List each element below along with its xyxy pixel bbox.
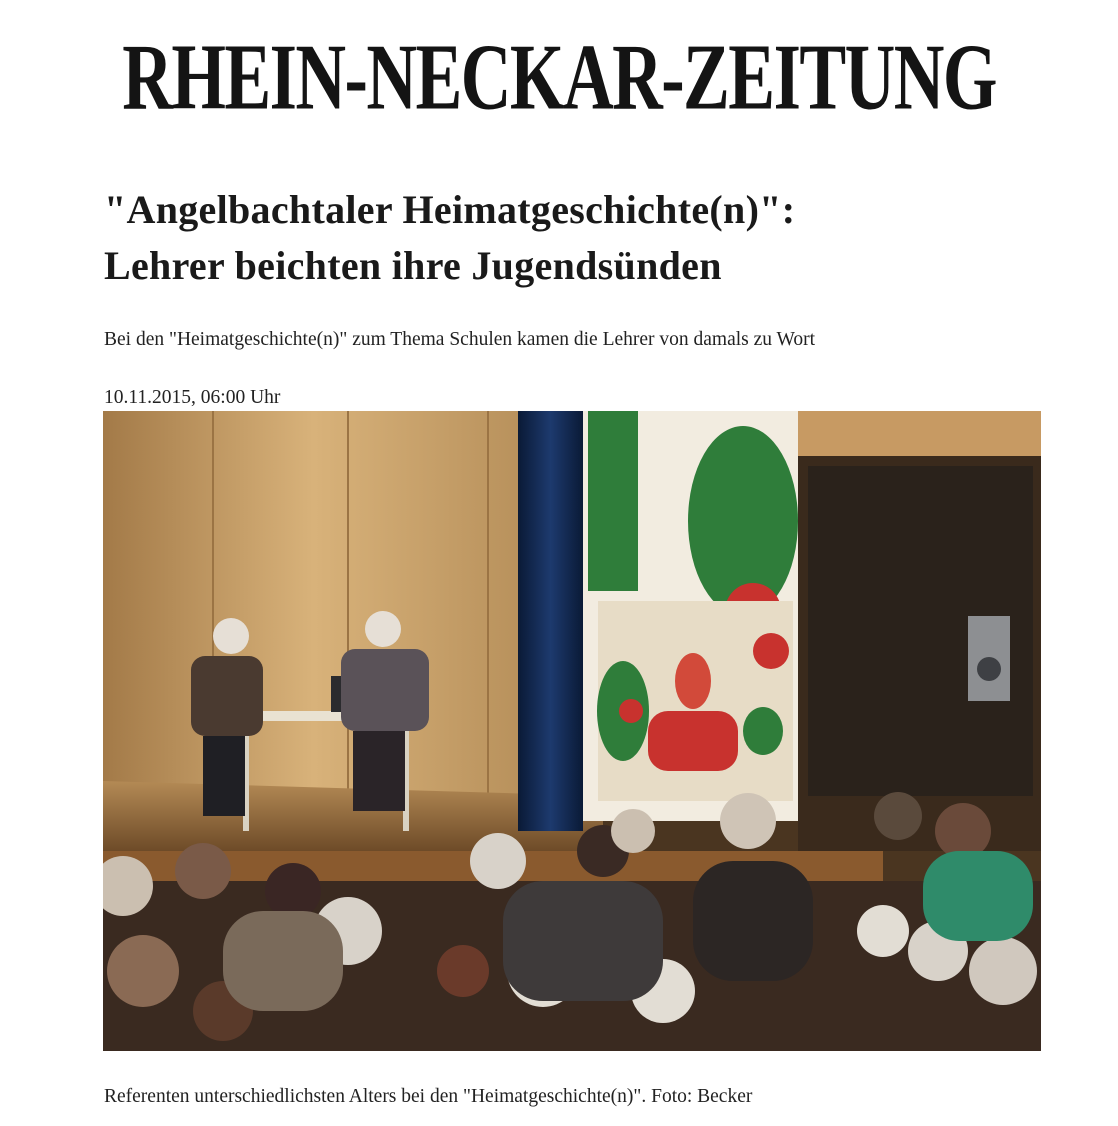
photo-caption: Referenten unterschiedlichsten Alters bei den "Heimatgeschichte(n)". Foto: Becker — [104, 1086, 753, 1107]
article-headline — [104, 182, 1064, 294]
masthead — [0, 18, 1118, 136]
newspaper-name: RHEIN-NECKAR-ZEITUNG — [122, 25, 996, 129]
headline-line-1: "Angelbachtaler Heimatgeschichte(n)": — [104, 187, 796, 232]
article-date: 10.11.2015, 06:00 Uhr — [104, 387, 281, 408]
headline-line-2: Lehrer beichten ihre Jugendsünden — [104, 243, 722, 288]
article-subtitle: Bei den "Heimatgeschichte(n)" zum Thema Schulen kamen die Lehrer von damals zu Wort — [104, 329, 816, 350]
article-photo — [103, 411, 1041, 1051]
photo-illustration — [103, 411, 1041, 1051]
